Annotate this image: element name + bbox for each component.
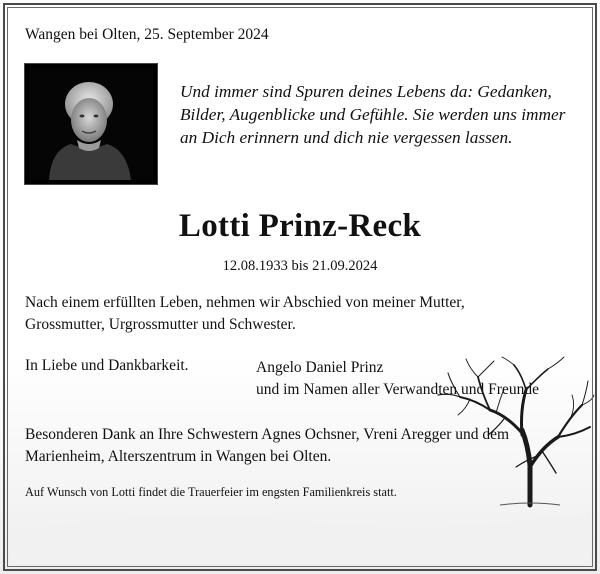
signer-name: Angelo Daniel Prinz	[256, 359, 384, 376]
portrait-photo	[25, 64, 157, 184]
closing-line: In Liebe und Dankbarkeit.	[25, 357, 189, 374]
farewell-text: Nach einem erfüllten Leben, nehmen wir Abschied von meiner Mutter, Grossmutter, Urgrossmutter und Schwester.	[25, 294, 465, 333]
place-date: Wangen bei Olten, 25. September 2024	[25, 26, 269, 43]
portrait-icon	[29, 68, 153, 180]
thanks-text: Besonderen Dank an Ihre Schwestern Agnes Ochsner, Vreni Aregger und dem Marienheim, Alterszentrum in Wangen bei Olten.	[25, 426, 510, 465]
funeral-note: Auf Wunsch von Lotti findet die Trauerfeier im engsten Familienkreis statt.	[25, 485, 397, 499]
life-dates: 12.08.1933 bis 21.09.2024	[222, 258, 378, 274]
deceased-name: Lotti Prinz-Reck	[178, 208, 422, 244]
memorial-quote: Und immer sind Spuren deines Lebens da: Gedanken, Bilder, Augenblicke und Gefühle. Sie werden uns immer an Dich erinnern und dich nie vergessen lassen.	[180, 82, 566, 147]
signer-relatives: und im Namen aller Verwandten und Freunde	[256, 381, 539, 398]
